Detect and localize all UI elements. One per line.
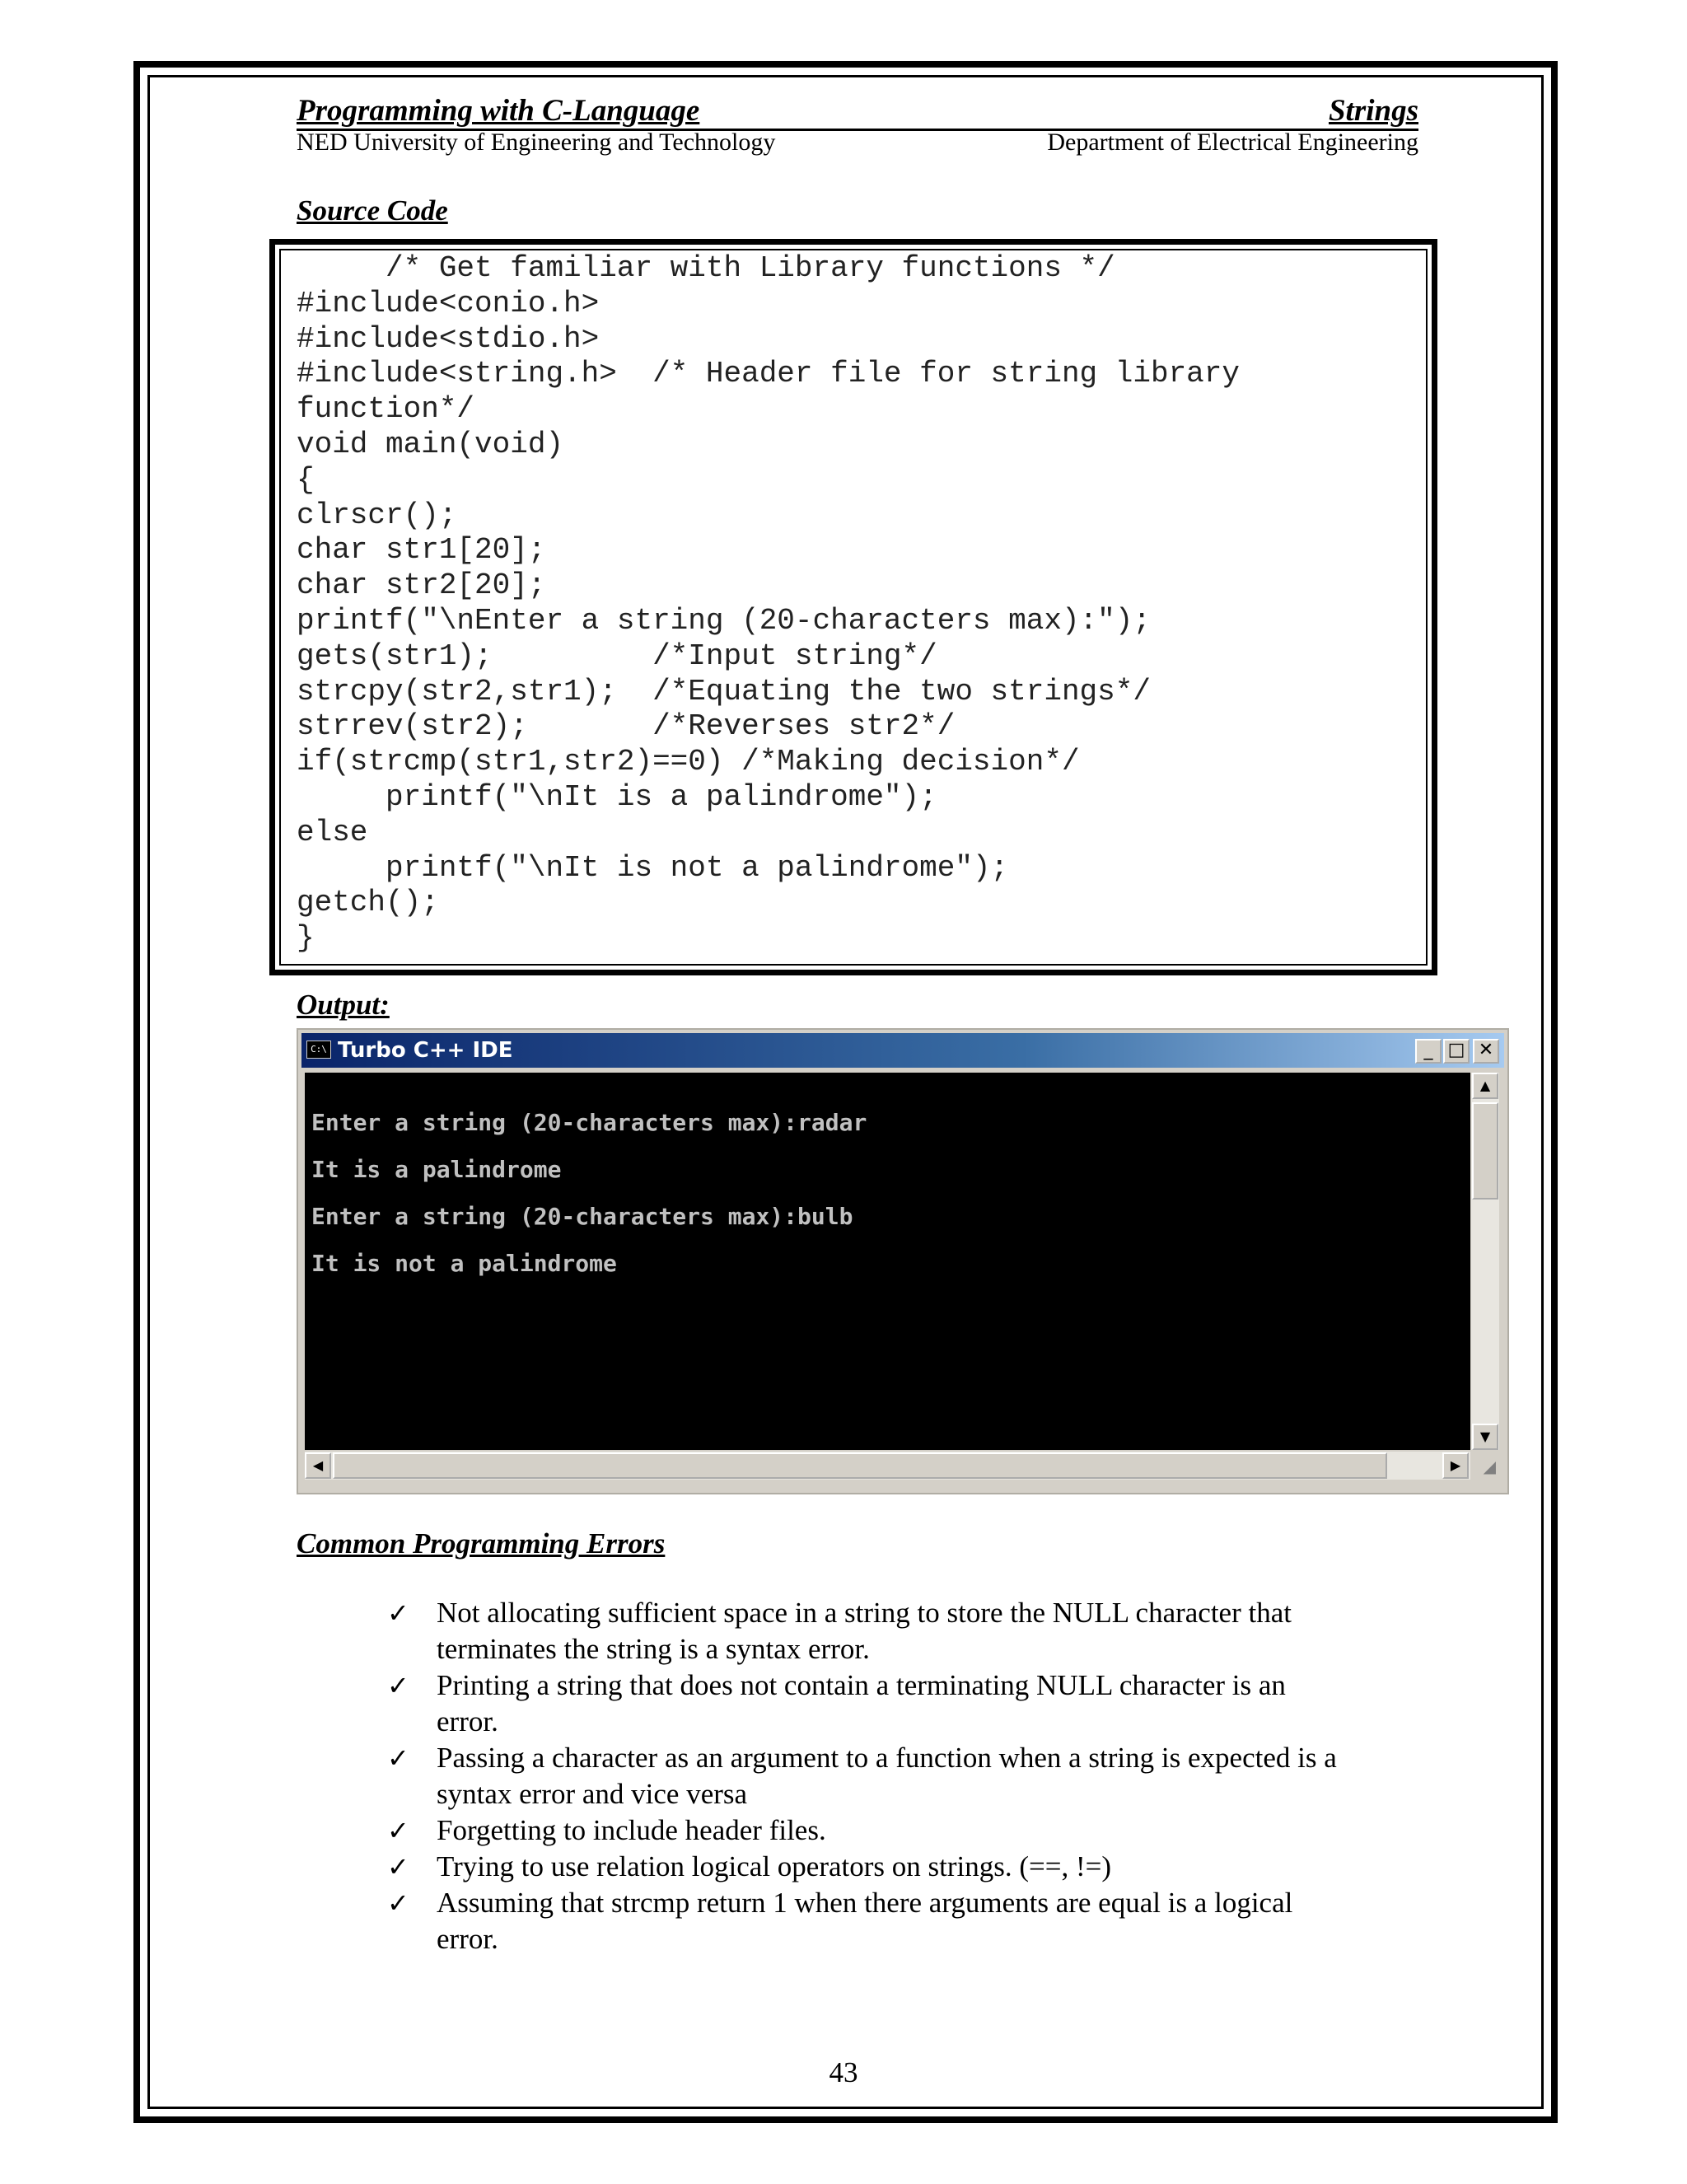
scroll-down-arrow-icon[interactable]: ▼	[1472, 1424, 1498, 1450]
horizontal-scrollbar[interactable]	[305, 1452, 1470, 1480]
scroll-up-arrow-icon[interactable]: ▲	[1472, 1073, 1498, 1099]
code-line: #include<string.h> /* Header file for string library	[297, 357, 1240, 391]
code-line: printf("\nEnter a string (20-characters max):");	[297, 603, 1151, 638]
console-app-icon: C:\	[306, 1041, 331, 1059]
console-line: Enter a string (20-characters max):radar	[311, 1109, 867, 1136]
code-line: if(strcmp(str1,str2)==0) /*Making decision*/	[297, 745, 1080, 779]
output-heading: Output:	[297, 989, 390, 1021]
list-item-line: error.	[437, 1705, 498, 1737]
code-line: else	[297, 815, 368, 849]
university-name: NED University of Engineering and Technology	[297, 129, 776, 156]
code-line: #include<stdio.h>	[297, 321, 600, 356]
code-line: strrev(str2); /*Reverses str2*/	[297, 709, 956, 744]
code-line: char str2[20];	[297, 568, 546, 603]
common-errors-heading: Common Programming Errors	[297, 1527, 666, 1560]
list-item	[387, 1885, 1425, 1957]
chapter-title: Strings	[1328, 94, 1418, 128]
code-line: clrscr();	[297, 498, 457, 532]
vertical-scrollbar[interactable]	[1471, 1073, 1499, 1450]
list-item-line: Trying to use relation logical operators on strings. (==, !=)	[437, 1850, 1112, 1882]
code-line: #include<conio.h>	[297, 286, 600, 320]
list-item-line: terminates the string is a syntax error.	[437, 1633, 870, 1665]
code-line: /* Get familiar with Library functions */	[297, 251, 1115, 285]
code-line: printf("\nIt is not a palindrome");	[297, 850, 1009, 885]
code-line: printf("\nIt is a palindrome");	[297, 779, 937, 814]
source-code-heading: Source Code	[297, 194, 448, 227]
list-item	[387, 1595, 1425, 1667]
list-item-line: error.	[437, 1923, 498, 1955]
checkmark-icon: ✓	[387, 1851, 409, 1882]
checkmark-icon: ✓	[387, 1815, 409, 1846]
window-title: Turbo C++ IDE	[338, 1038, 513, 1063]
console-line: It is a palindrome	[311, 1156, 562, 1183]
list-item-line: Forgetting to include header files.	[437, 1814, 826, 1846]
page-number: 43	[829, 2056, 858, 2088]
code-line: getch();	[297, 886, 439, 920]
console-window	[297, 1028, 1509, 1494]
code-line: gets(str1); /*Input string*/	[297, 638, 937, 673]
code-line: void main(void)	[297, 427, 564, 461]
running-subheader	[297, 129, 1418, 161]
console-line: It is not a palindrome	[311, 1250, 617, 1277]
checkmark-icon: ✓	[387, 1742, 409, 1774]
department-name: Department of Electrical Engineering	[1047, 129, 1418, 156]
course-title: Programming with C-Language	[297, 94, 700, 128]
console-line: Enter a string (20-characters max):bulb	[311, 1203, 853, 1230]
running-header	[297, 92, 1418, 131]
list-item	[387, 1740, 1425, 1812]
code-line: }	[297, 921, 315, 956]
code-line: {	[297, 462, 315, 497]
code-listing	[297, 251, 1240, 956]
code-line: char str1[20];	[297, 533, 546, 568]
horizontal-scroll-thumb[interactable]	[333, 1452, 1387, 1479]
checkmark-icon: ✓	[387, 1887, 409, 1919]
list-item-line: syntax error and vice versa	[437, 1778, 748, 1810]
list-item	[387, 1812, 1425, 1849]
list-item-line: Assuming that strcmp return 1 when there arguments are equal is a logical	[437, 1887, 1293, 1919]
errors-list	[387, 1595, 1425, 1957]
code-line: strcpy(str2,str1); /*Equating the two strings*/	[297, 674, 1151, 709]
list-item	[387, 1849, 1425, 1885]
list-item-line: Printing a string that does not contain a terminating NULL character is an	[437, 1669, 1286, 1701]
maximize-button[interactable]: □	[1443, 1039, 1470, 1064]
checkmark-icon: ✓	[387, 1670, 409, 1701]
list-item-line: Passing a character as an argument to a function when a string is expected is a	[437, 1742, 1337, 1774]
scroll-right-arrow-icon[interactable]: ▶	[1442, 1452, 1469, 1479]
minimize-button[interactable]: _	[1415, 1039, 1442, 1064]
code-line: function*/	[297, 392, 475, 427]
scroll-left-arrow-icon[interactable]: ◀	[305, 1452, 331, 1479]
list-item	[387, 1667, 1425, 1740]
resize-grip-icon[interactable]: ◢	[1483, 1457, 1496, 1476]
checkmark-icon: ✓	[387, 1597, 409, 1629]
title-bar[interactable]	[301, 1033, 1504, 1068]
vertical-scroll-thumb[interactable]	[1472, 1102, 1498, 1200]
console-output-area[interactable]	[305, 1073, 1470, 1450]
list-item-line: Not allocating sufficient space in a string to store the NULL character that	[437, 1597, 1292, 1629]
close-button[interactable]: ✕	[1473, 1039, 1499, 1064]
